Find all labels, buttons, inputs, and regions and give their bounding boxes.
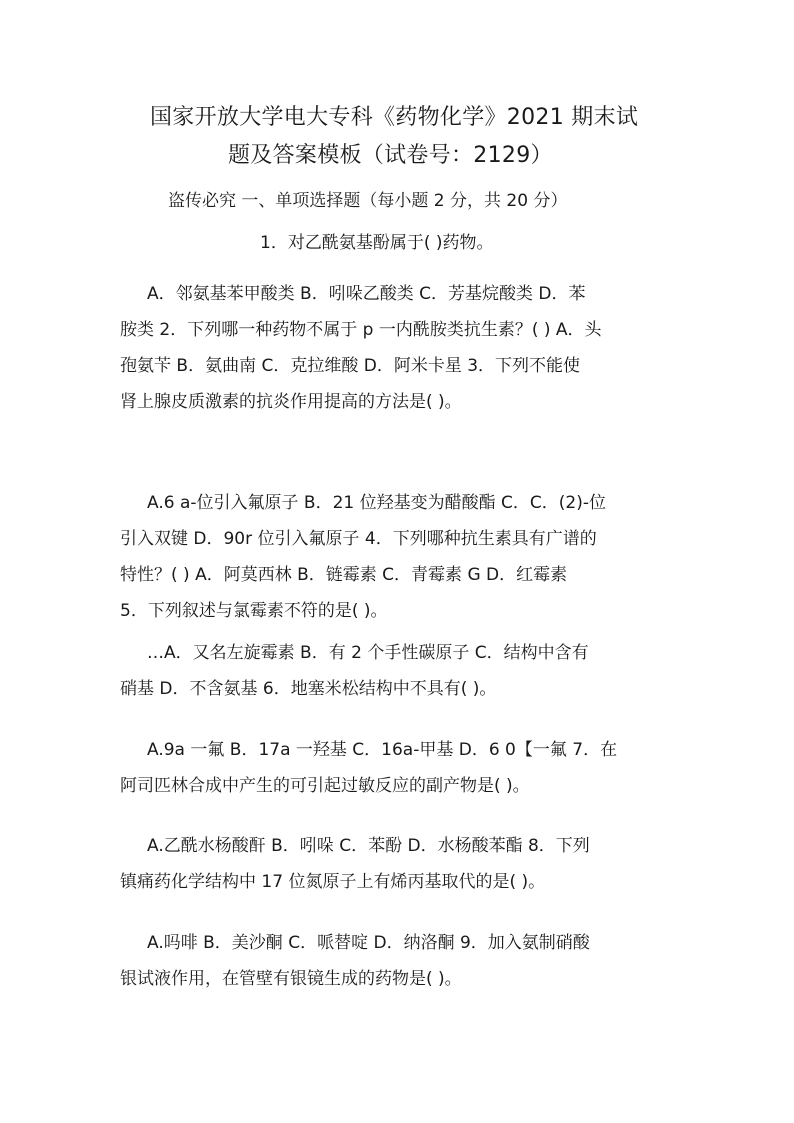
document-title-line-2: 题及答案模板（试卷号：2129） — [228, 143, 553, 168]
question-paragraph-4 — [120, 732, 690, 804]
question-1: 1．对乙酰氨基酚属于( )药物。 — [260, 233, 494, 253]
question-paragraph-5 — [120, 828, 690, 900]
paragraph-line: A.9a 一氟 B．17a 一羟基 C．16a-甲基 D．6 0【一氟 7．在 — [147, 740, 618, 760]
paragraph-line: 镇痛药化学结构中 17 位氮原子上有烯丙基取代的是( )。 — [120, 872, 546, 892]
section-header: 盗传必究 一、单项选择题（每小题 2 分，共 20 分） — [168, 191, 568, 211]
paragraph-line: 孢氨苄 B．氨曲南 C．克拉维酸 D．阿米卡星 3．下列不能使 — [120, 356, 581, 376]
paragraph-line: …A．又名左旋霉素 B．有 2 个手性碳原子 C．结构中含有 — [147, 643, 589, 663]
paragraph-line: 银试液作用，在管壁有银镜生成的药物是( )。 — [120, 969, 462, 989]
paragraph-line: 5．下列叙述与氯霉素不符的是( )。 — [120, 601, 388, 621]
question-paragraph-1 — [120, 276, 690, 420]
paragraph-line: 胺类 2．下列哪一种药物不属于 p 一内酰胺类抗生素？( ) A．头 — [120, 320, 602, 340]
paragraph-line: A．邻氨基苯甲酸类 B．吲哚乙酸类 C．芳基烷酸类 D．苯 — [147, 284, 586, 304]
paragraph-line: 硝基 D．不含氨基 6．地塞米松结构中不具有( )。 — [120, 679, 497, 699]
question-paragraph-3 — [120, 635, 690, 707]
document-title-line-1: 国家开放大学电大专科《药物化学》2021 期末试 — [150, 105, 639, 130]
paragraph-line: A.乙酰水杨酸酐 B．吲哚 C．苯酚 D．水杨酸苯酯 8．下列 — [147, 836, 590, 856]
paragraph-line: 肾上腺皮质激素的抗炎作用提高的方法是( )。 — [120, 392, 462, 412]
paragraph-line: 阿司匹林合成中产生的可引起过敏反应的副产物是( )。 — [120, 776, 530, 796]
paragraph-line: 特性？( ) A．阿莫西林 B．链霉素 C．青霉素 G D．红霉素 — [120, 565, 568, 585]
question-paragraph-2 — [120, 485, 690, 629]
paragraph-line: A.吗啡 B．美沙酮 C．哌替啶 D．纳洛酮 9．加入氨制硝酸 — [147, 933, 590, 953]
paragraph-line: A.6 a-位引入氟原子 B．21 位羟基变为醋酸酯 C．C．(2)-位 — [147, 493, 606, 513]
paragraph-line: 引入双键 D．90r 位引入氟原子 4．下列哪种抗生素具有广谱的 — [120, 529, 597, 549]
question-paragraph-6 — [120, 925, 690, 997]
